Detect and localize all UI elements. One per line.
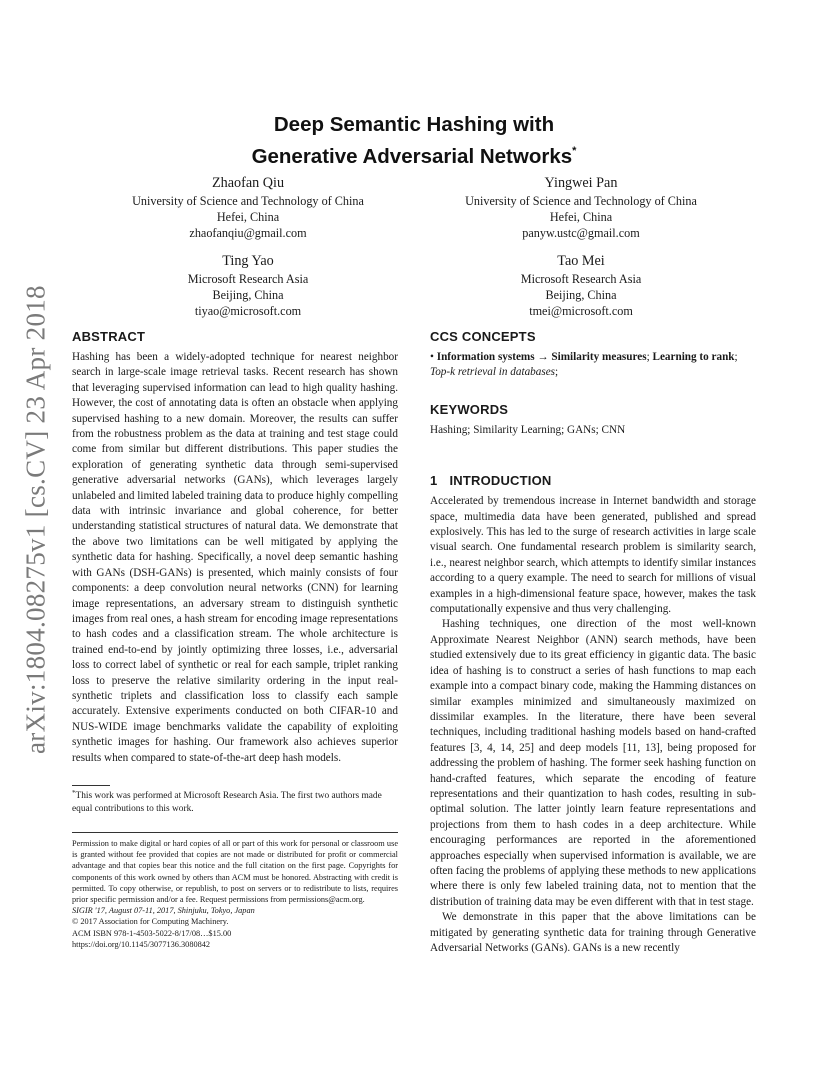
permission-divider	[72, 832, 398, 833]
section-title: INTRODUCTION	[449, 473, 552, 489]
author-affiliation: University of Science and Technology of China	[465, 194, 697, 208]
paper-title	[100, 112, 728, 170]
author-email: tmei@microsoft.com	[529, 304, 633, 319]
author-affiliation: University of Science and Technology of China	[132, 194, 364, 208]
author-name: Yingwei Pan	[544, 175, 618, 191]
title-line-2-text: Generative Adversarial Networks	[251, 145, 573, 168]
left-column	[72, 328, 398, 766]
doi-link[interactable]: https://doi.org/10.1145/3077136.3080842	[72, 939, 211, 949]
author-location: Hefei, China	[216, 210, 280, 225]
isbn-line: ACM ISBN 978-1-4503-5022-8/17/08…$15.00	[72, 928, 232, 938]
venue-line: SIGIR '17, August 07-11, 2017, Shinjuku, Tokyo, Japan	[72, 906, 255, 916]
author-name: Tao Mei	[557, 253, 605, 269]
ccs-heading: CCS CONCEPTS	[430, 329, 536, 344]
author-name: Zhaofan Qiu	[211, 175, 285, 191]
intro-paragraph-3: We demonstrate in this paper that the above limitations can be mitigated by generating synthetic data for training through Generative Adversarial Networks (GANs). GANs is a new recently	[430, 911, 756, 954]
abstract-text: Hashing has been a widely-adopted technique for nearest neighbor search in large-scale image retrieval tasks. Recent research has shown that leveraging supervised information can lead to high quality hashing. However, the cost of annotating data is often an obstacle when applying supervised hashing to a new domain. Moreover, the results can suffer from the robustness problem as the data at training and test stage could come from similar but different distributions. This paper studies the exploration of generating synthetic data through semi-supervised generative adversarial networks (GANs), which leverages largely unlabeled and limited labeled training data to produce highly compelling data with intrinsic invariance and global coherence, for better understanding statistical structures of natural data. We demonstrate that the above two limitations can be well mitigated by applying the synthetic data for hashing. Specifically, a novel deep semantic hashing with GANs (DSH-GANs) is presented, which mainly consists of four components: a deep convolution neural networks (CNN) for learning image representations, an adversary stream to distinguish synthetic images from real ones, a hash stream for encoding image representations to hash codes and a classification stream. The whole architecture is trained end-to-end by jointly optimizing three losses, i.e., adversarial loss to correct label of synthetic or real for each sample, triplet ranking loss to preserve the relative similarity ordering in the input real-synthetic triplets and classification loss to classify each sample accurately. Extensive experiments conducted on both CIFAR-10 and NUS-WIDE image benchmarks validate the capability of exploiting synthetic images for hashing. Our framework also achieves superior results when compared to state-of-the-art deep hash models.	[72, 351, 398, 764]
copyright-line: © 2017 Association for Computing Machinery.	[72, 917, 229, 927]
keywords-text: Hashing; Similarity Learning; GANs; CNN	[430, 423, 626, 436]
author-block-2	[431, 174, 731, 242]
author-email: zhaofanqiu@gmail.com	[189, 226, 307, 241]
author-block-1	[98, 174, 398, 242]
author-affiliation: Microsoft Research Asia	[520, 272, 642, 286]
intro-paragraph-2: Hashing techniques, one direction of the most well-known Approximate Nearest Neighbor (ANN) search methods, have been studied extensively due to its great efficiency in gigantic data. The basic idea of hashing is to construct a series of hash functions to map each example into a compact binary code, making the Hamming distances on similar examples minimized and simultaneously maximized on dissimilar examples. In the literature, there have been several techniques, including traditional hashing models based on hand-crafted features [3, 4, 14, 25] and deep models [11, 13], being proposed for addressing the problem of hashing. The former seek hashing function on hand-crafted features, which separate the encoding of feature representations and their quantization to hash codes, resulting in sub-optimal solution. The latter jointly learn feature representations and projections from them to hash codes in a deep architecture. While encouraging performances are reported in the aforementioned approaches especially when supervised information is available, we are often facing the problems of applying these methods to new applications where there is only few labeled training data, not to mention that the distribution of training data may be even different with that in test stage.	[430, 618, 756, 908]
ccs-concepts	[430, 350, 756, 381]
author-block-4	[431, 252, 731, 320]
author-location: Beijing, China	[545, 288, 617, 303]
title-line-1: Deep Semantic Hashing with	[273, 113, 555, 136]
author-location: Beijing, China	[212, 288, 284, 303]
ccs-concept-2: Learning to rank	[652, 351, 735, 363]
arxiv-stamp: arXiv:1804.08275v1 [cs.CV] 23 Apr 2018	[20, 285, 51, 755]
footnote-mark: *	[72, 789, 76, 797]
author-affiliation: Microsoft Research Asia	[187, 272, 309, 286]
author-name: Ting Yao	[222, 253, 274, 269]
footnote	[72, 787, 398, 815]
permission-text: Permission to make digital or hard copies of all or part of this work for personal or classroom use is granted without fee provided that copies are not made or distributed for profit or commercial advantage and that copies bear this notice and the full citation on the first page. Copyrights for components of this work owned by others than ACM must be honored. Abstracting with credit is permitted. To copy otherwise, or republish, to post on servers or to redistribute to lists, requires prior specific permission and/or a fee. Request permissions from permissions@acm.org.	[72, 839, 398, 905]
abstract-heading: ABSTRACT	[72, 329, 146, 344]
author-email: tiyao@microsoft.com	[194, 304, 302, 319]
ccs-end: ;	[555, 366, 559, 379]
intro-paragraph-1: Accelerated by tremendous increase in Internet bandwidth and storage space, multimedia data have been generated, published and spread explosively. This has led to the surge of research activities in large scale visual search. One fundamental research problem is similarity search, i.e., nearest neighbor search, which attempts to identify similar instances according to a query example. The need to search for millions of visual examples in a high-dimensional feature space, however, makes the task computationally expensive and thus very challenging.	[430, 495, 756, 616]
introduction-heading	[430, 472, 756, 490]
author-email: panyw.ustc@gmail.com	[522, 226, 640, 241]
footnote-text: This work was performed at Microsoft Research Asia. The first two authors made equal contributions to this work.	[72, 791, 382, 814]
author-location: Hefei, China	[549, 210, 613, 225]
author-block-3	[98, 252, 398, 320]
ccs-bullet: •	[430, 351, 434, 363]
right-column	[430, 328, 756, 956]
ccs-concept-3: Top-k retrieval in databases	[430, 366, 556, 379]
footnote-divider	[72, 785, 110, 786]
ccs-sep-2: ;	[734, 351, 738, 363]
keywords-heading: KEYWORDS	[430, 401, 509, 417]
permission-block	[72, 838, 398, 950]
ccs-sep-1: ;	[646, 351, 653, 363]
title-line-2	[100, 138, 728, 170]
title-footnote-mark: *	[572, 145, 577, 157]
section-number: 1	[430, 473, 438, 489]
ccs-concept-1: Information systems → Similarity measures	[436, 351, 647, 363]
